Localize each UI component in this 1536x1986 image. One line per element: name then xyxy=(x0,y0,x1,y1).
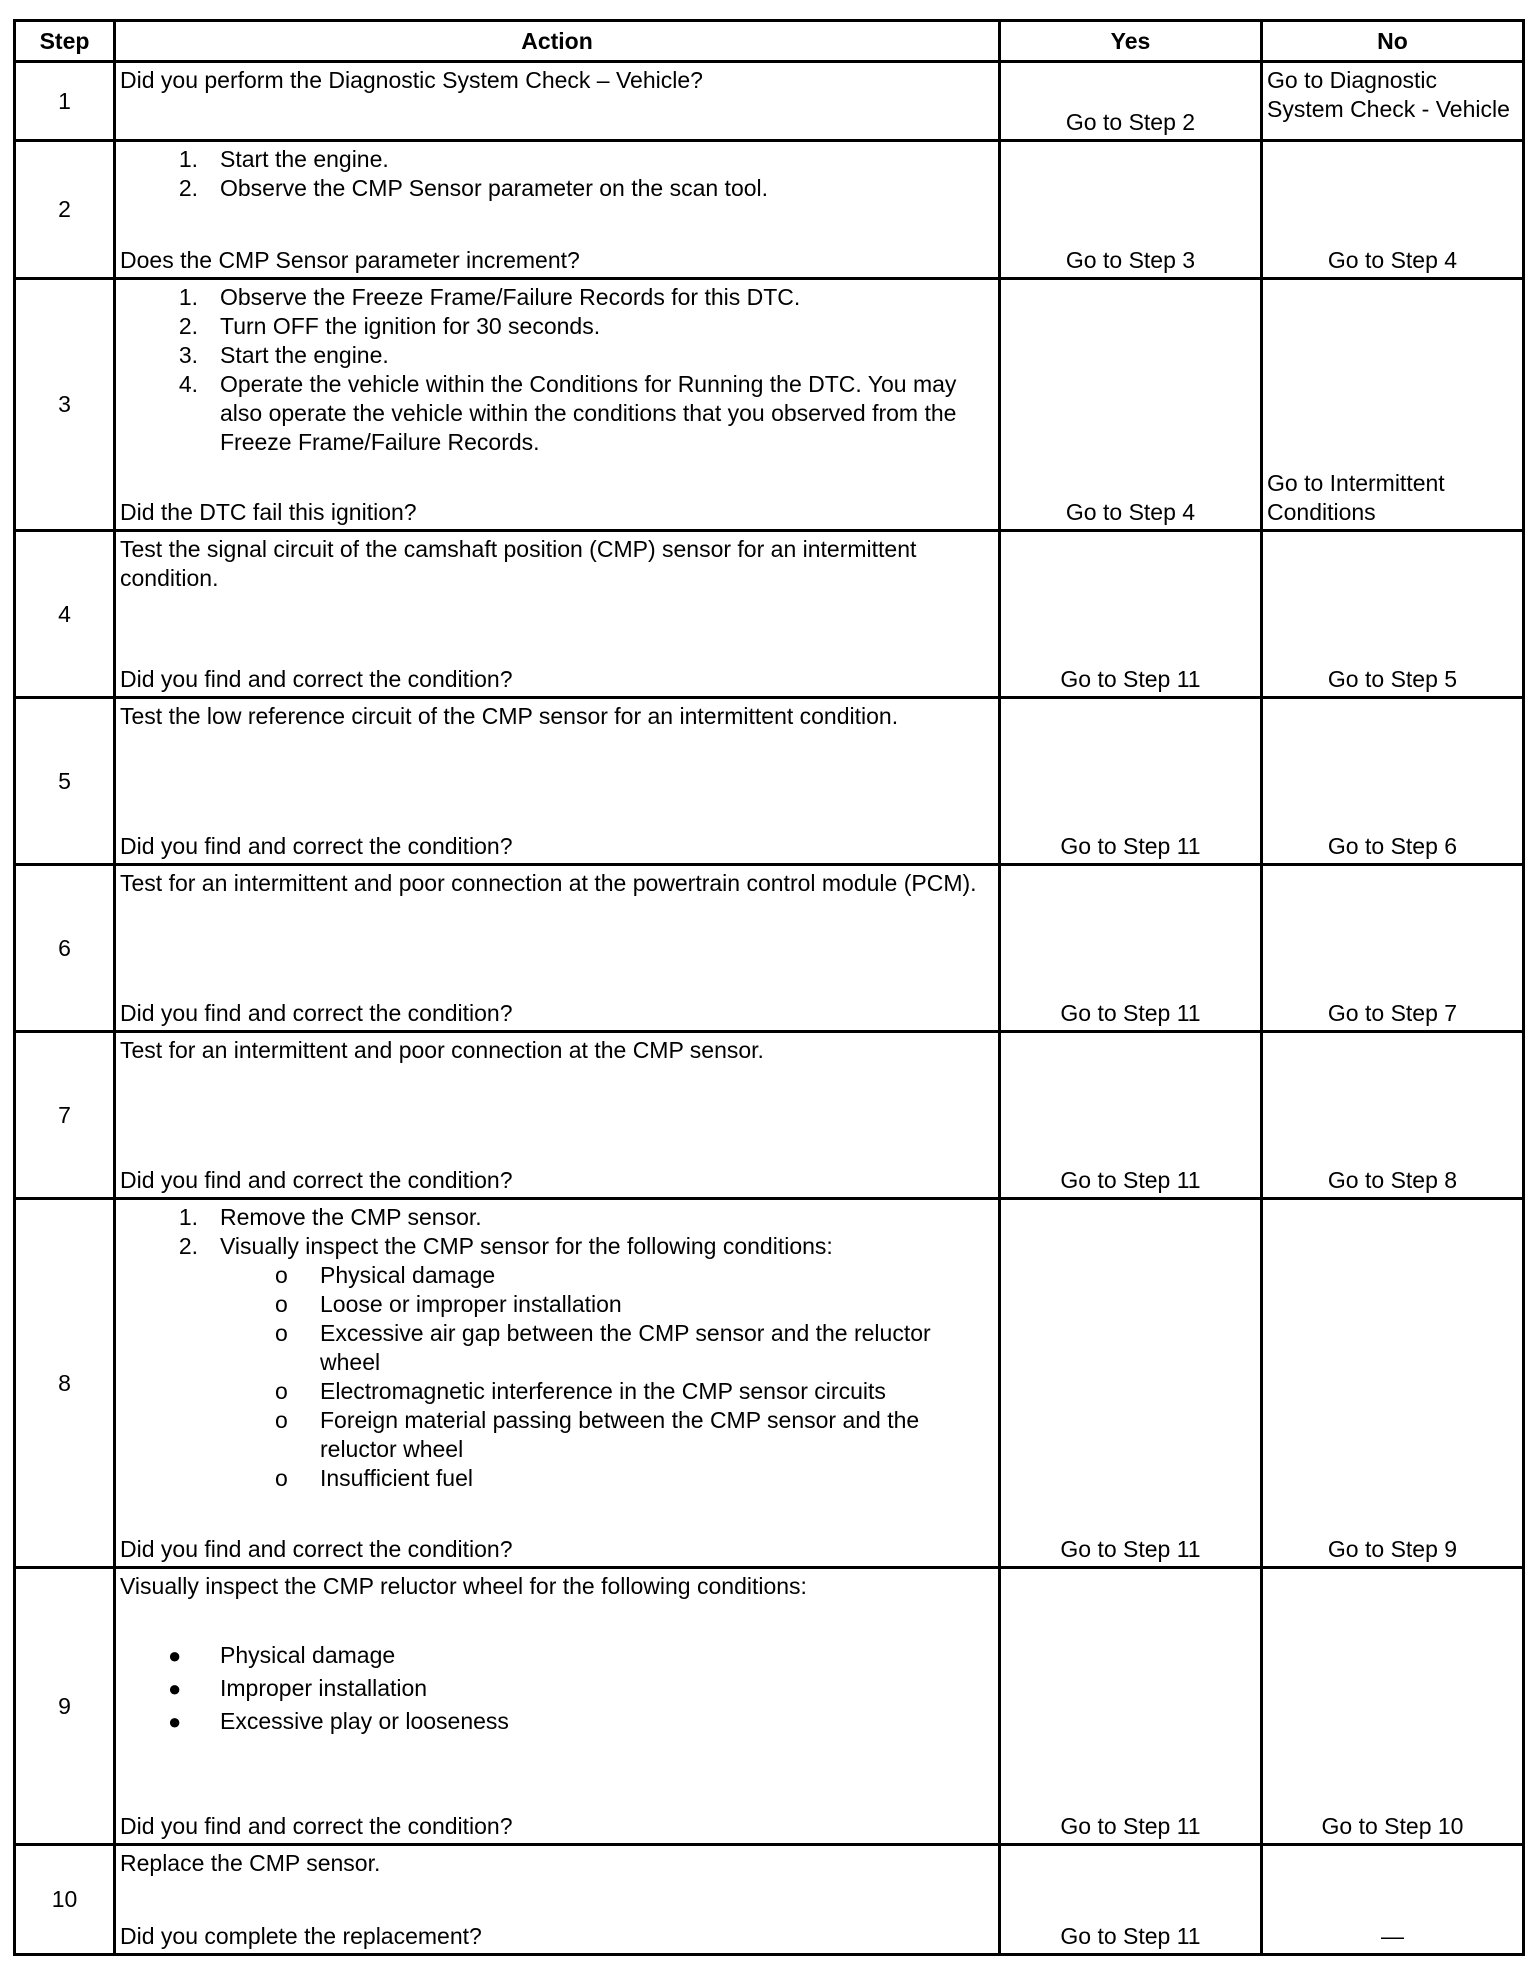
no-link[interactable]: Go to Step 8 xyxy=(1327,1167,1458,1193)
no-cell xyxy=(1262,141,1524,279)
table-row xyxy=(15,1845,1524,1955)
action-text: Replace the CMP sensor. xyxy=(120,1850,381,1876)
no-cell xyxy=(1262,1568,1524,1845)
action-cell xyxy=(115,1199,1000,1568)
action-text: Visually inspect the CMP reluctor wheel for the following conditions: xyxy=(120,1573,807,1599)
action-cell xyxy=(115,1845,1000,1955)
condition-list xyxy=(120,1641,994,1736)
no-link[interactable]: Go to Step 9 xyxy=(1327,1536,1458,1562)
no-cell xyxy=(1262,698,1524,865)
action-cell xyxy=(115,1032,1000,1199)
yes-link[interactable]: Go to Step 11 xyxy=(1060,833,1201,859)
no-dash: — xyxy=(1381,1923,1404,1949)
list-item: 2. Turn OFF the ignition for 30 seconds. xyxy=(178,313,601,339)
action-cell xyxy=(115,62,1000,141)
yes-cell xyxy=(1000,141,1262,279)
no-link[interactable]: Go to Step 7 xyxy=(1327,1000,1458,1026)
no-link[interactable]: Go to Step 4 xyxy=(1327,247,1458,273)
no-cell xyxy=(1262,531,1524,698)
yes-cell xyxy=(1000,698,1262,865)
no-link[interactable]: Go to Step 10 xyxy=(1321,1813,1464,1839)
action-question: Did you find and correct the condition? xyxy=(120,833,513,859)
step-number: 4 xyxy=(15,531,115,698)
action-cell xyxy=(115,1568,1000,1845)
table-row xyxy=(15,698,1524,865)
table-row xyxy=(15,865,1524,1032)
numbered-steps xyxy=(120,1203,994,1261)
list-item: 2. Visually inspect the CMP sensor for the following conditions: xyxy=(178,1233,833,1259)
no-link[interactable]: Go to Step 5 xyxy=(1327,666,1458,692)
list-item: 4. Operate the vehicle within the Conditions for Running the DTC. You may also operate the vehicle within the conditions that you observed from the Freeze Frame/Failure Records. xyxy=(178,371,957,455)
no-link[interactable]: Go to Diagnostic System Check - Vehicle xyxy=(1267,67,1510,122)
yes-link[interactable]: Go to Step 3 xyxy=(1065,247,1196,273)
no-cell xyxy=(1262,1845,1524,1955)
action-text: Test the signal circuit of the camshaft position (CMP) sensor for an intermittent condition. xyxy=(120,536,917,591)
list-item: ● Improper installation xyxy=(168,1675,428,1701)
list-item: ● Excessive play or looseness xyxy=(168,1708,509,1734)
list-item: ● Physical damage xyxy=(168,1642,396,1668)
table-row xyxy=(15,531,1524,698)
yes-link[interactable]: Go to Step 4 xyxy=(1065,499,1196,525)
step-number: 5 xyxy=(15,698,115,865)
table-row xyxy=(15,62,1524,141)
yes-cell xyxy=(1000,1845,1262,1955)
header-yes: Yes xyxy=(1000,21,1262,62)
action-question: Did you find and correct the condition? xyxy=(120,1167,513,1193)
step-number: 7 xyxy=(15,1032,115,1199)
action-question: Does the CMP Sensor parameter increment? xyxy=(120,247,580,273)
list-item: o Foreign material passing between the CMP sensor and the reluctor wheel xyxy=(275,1407,920,1462)
yes-link[interactable]: Go to Step 11 xyxy=(1060,1167,1201,1193)
yes-link[interactable]: Go to Step 2 xyxy=(1065,109,1196,135)
no-link[interactable]: Go to Step 6 xyxy=(1327,833,1458,859)
list-item: o Insufficient fuel xyxy=(275,1465,474,1491)
no-link[interactable]: Go to Intermittent Conditions xyxy=(1267,470,1445,525)
step-number: 2 xyxy=(15,141,115,279)
table-row xyxy=(15,1568,1524,1845)
action-question: Did the DTC fail this ignition? xyxy=(120,499,417,525)
yes-link[interactable]: Go to Step 11 xyxy=(1060,666,1201,692)
no-cell xyxy=(1262,62,1524,141)
yes-cell xyxy=(1000,1199,1262,1568)
header-step: Step xyxy=(15,21,115,62)
no-cell xyxy=(1262,1199,1524,1568)
no-cell xyxy=(1262,279,1524,531)
table-row xyxy=(15,1032,1524,1199)
list-item: 1. Observe the Freeze Frame/Failure Records for this DTC. xyxy=(178,284,801,310)
yes-cell xyxy=(1000,1032,1262,1199)
numbered-steps xyxy=(120,283,994,457)
yes-link[interactable]: Go to Step 11 xyxy=(1060,1923,1201,1949)
step-number: 8 xyxy=(15,1199,115,1568)
action-cell xyxy=(115,698,1000,865)
table-row xyxy=(15,1199,1524,1568)
yes-link[interactable]: Go to Step 11 xyxy=(1060,1813,1201,1839)
action-cell xyxy=(115,531,1000,698)
header-action: Action xyxy=(115,21,1000,62)
table-header-row xyxy=(15,21,1524,62)
condition-list xyxy=(120,1261,994,1493)
list-item: o Electromagnetic interference in the CMP sensor circuits xyxy=(275,1378,886,1404)
yes-link[interactable]: Go to Step 11 xyxy=(1060,1536,1201,1562)
action-question: Did you complete the replacement? xyxy=(120,1923,482,1949)
yes-cell xyxy=(1000,279,1262,531)
list-item: o Physical damage xyxy=(275,1262,496,1288)
action-question: Did you find and correct the condition? xyxy=(120,1000,513,1026)
step-number: 3 xyxy=(15,279,115,531)
step-number: 10 xyxy=(15,1845,115,1955)
no-cell xyxy=(1262,1032,1524,1199)
step-number: 1 xyxy=(15,62,115,141)
yes-cell xyxy=(1000,865,1262,1032)
list-item: o Excessive air gap between the CMP sensor and the reluctor wheel xyxy=(275,1320,931,1375)
header-no: No xyxy=(1262,21,1524,62)
action-text: Test for an intermittent and poor connection at the CMP sensor. xyxy=(120,1037,764,1063)
table-row xyxy=(15,141,1524,279)
action-cell xyxy=(115,279,1000,531)
step-number: 9 xyxy=(15,1568,115,1845)
list-item: 1. Start the engine. xyxy=(178,146,389,172)
action-question: Did you find and correct the condition? xyxy=(120,1813,513,1839)
list-item: 1. Remove the CMP sensor. xyxy=(178,1204,482,1230)
list-item: o Loose or improper installation xyxy=(275,1291,622,1317)
table-row xyxy=(15,279,1524,531)
step-number: 6 xyxy=(15,865,115,1032)
yes-cell xyxy=(1000,62,1262,141)
action-text: Test for an intermittent and poor connection at the powertrain control module (PCM). xyxy=(120,870,977,896)
action-question: Did you find and correct the condition? xyxy=(120,666,513,692)
action-text: Did you perform the Diagnostic System Check – Vehicle? xyxy=(120,67,703,93)
action-cell xyxy=(115,865,1000,1032)
list-item: 2. Observe the CMP Sensor parameter on the scan tool. xyxy=(178,175,769,201)
diagnostic-table xyxy=(13,19,1525,1956)
action-question: Did you find and correct the condition? xyxy=(120,1536,513,1562)
yes-link[interactable]: Go to Step 11 xyxy=(1060,1000,1201,1026)
action-text: Test the low reference circuit of the CMP sensor for an intermittent condition. xyxy=(120,703,899,729)
yes-cell xyxy=(1000,531,1262,698)
numbered-steps xyxy=(120,145,994,203)
no-cell xyxy=(1262,865,1524,1032)
action-cell xyxy=(115,141,1000,279)
list-item: 3. Start the engine. xyxy=(178,342,389,368)
yes-cell xyxy=(1000,1568,1262,1845)
